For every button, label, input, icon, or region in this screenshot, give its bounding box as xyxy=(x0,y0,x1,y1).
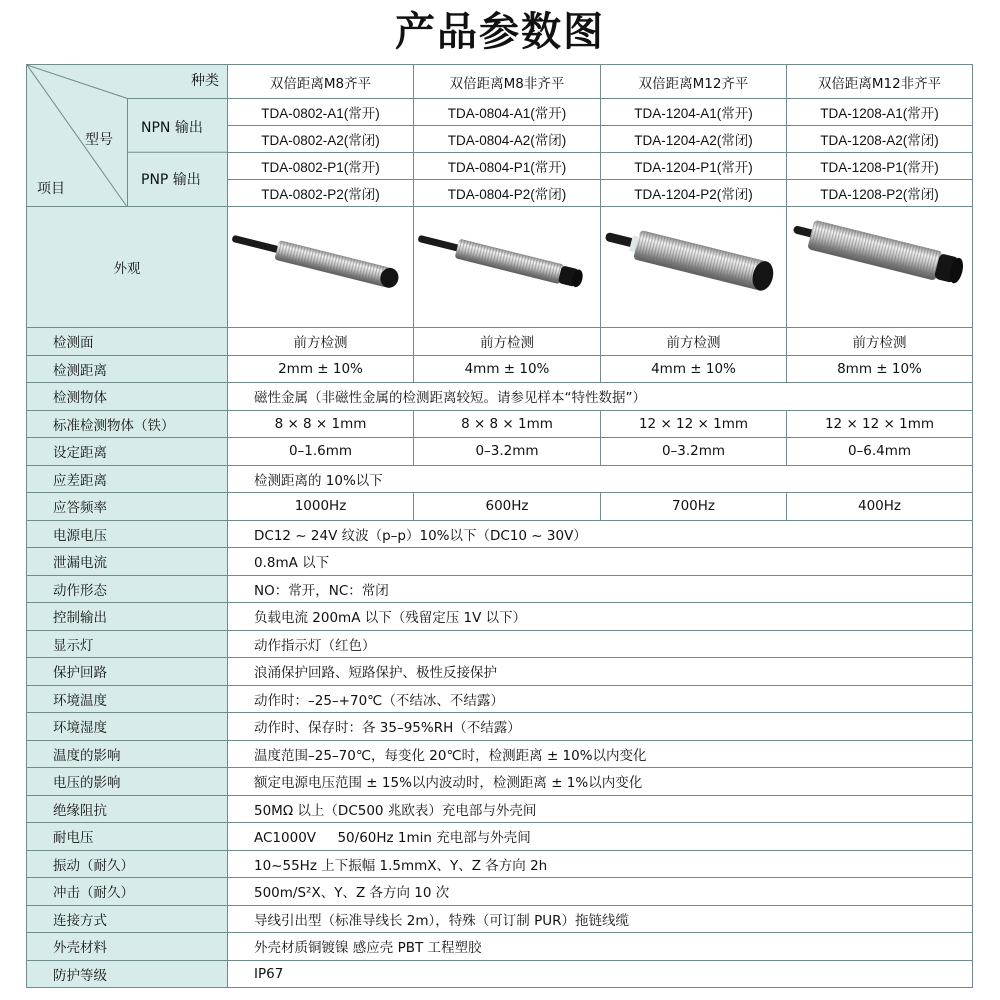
row-label: 温度的影响 xyxy=(27,740,228,768)
value-cell: 磁性金属（非磁性金属的检测距离较短。请参见样本“特性数据”） xyxy=(228,383,973,411)
row-label: 控制输出 xyxy=(27,603,228,631)
value-cell: 0–3.2mm xyxy=(601,438,787,466)
sensor-m12-flush-image xyxy=(601,207,787,327)
category-m12-nonflush: 双倍距离M12非齐平 xyxy=(787,65,973,99)
value-cell: 700Hz xyxy=(601,493,787,521)
row-label: 电压的影响 xyxy=(27,768,228,796)
value-cell: 导线引出型（标准导线长 2m），特殊（可订制 PUR）拖链线缆 xyxy=(228,905,973,933)
appearance-label: 外观 xyxy=(27,207,228,328)
value-cell: 0–1.6mm xyxy=(228,438,414,466)
sensor-m8-nonflush-image xyxy=(414,207,601,327)
row-label: 防护等级 xyxy=(27,960,228,988)
category-m8-nonflush: 双倍距离M8非齐平 xyxy=(414,65,601,99)
value-cell: 前方检测 xyxy=(228,328,414,356)
value-cell: DC12 ~ 24V 纹波（p–p）10%以下（DC10 ~ 30V） xyxy=(228,520,973,548)
row-label: 应差距离 xyxy=(27,465,228,493)
row-label: 保护回路 xyxy=(27,658,228,686)
sensor-photo-m12-nonflush xyxy=(787,207,973,328)
model-cell: TDA-1208-P1(常开) xyxy=(787,153,973,180)
value-cell: 0–3.2mm xyxy=(414,438,601,466)
value-cell: 前方检测 xyxy=(787,328,973,356)
row-label: 泄漏电流 xyxy=(27,548,228,576)
row-label: 检测距离 xyxy=(27,355,228,383)
value-cell: 10~55Hz 上下振幅 1.5mmX、Y、Z 各方向 2h xyxy=(228,850,973,878)
value-cell: 动作指示灯（红色） xyxy=(228,630,973,658)
value-cell: 检测距离的 10%以下 xyxy=(228,465,973,493)
value-cell: 8mm ± 10% xyxy=(787,355,973,383)
value-cell: 50MΩ 以上（DC500 兆欧表）充电部与外壳间 xyxy=(228,795,973,823)
model-cell: TDA-1204-A1(常开) xyxy=(601,99,787,126)
value-cell: 500m/S²X、Y、Z 各方向 10 次 xyxy=(228,878,973,906)
model-cell: TDA-1204-P1(常开) xyxy=(601,153,787,180)
value-cell: 动作时、保存时：各 35–95%RH（不结露） xyxy=(228,713,973,741)
value-cell: 0.8mA 以下 xyxy=(228,548,973,576)
row-label: 标准检测物体（铁） xyxy=(27,410,228,438)
model-cell: TDA-0804-A2(常闭) xyxy=(414,126,601,153)
sensor-photo-m8-flush xyxy=(228,207,414,328)
model-cell: TDA-1204-A2(常闭) xyxy=(601,126,787,153)
type-label: 种类 xyxy=(191,73,219,89)
row-label: 冲击（耐久） xyxy=(27,878,228,906)
model-cell: TDA-0804-P2(常闭) xyxy=(414,180,601,207)
category-m12-flush: 双倍距离M12齐平 xyxy=(601,65,787,99)
value-cell: 4mm ± 10% xyxy=(414,355,601,383)
value-cell: 动作时：–25–+70℃（不结冰、不结露） xyxy=(228,685,973,713)
value-cell: 0–6.4mm xyxy=(787,438,973,466)
row-label: 耐电压 xyxy=(27,823,228,851)
row-label: 外壳材料 xyxy=(27,933,228,961)
model-cell: TDA-1204-P2(常闭) xyxy=(601,180,787,207)
row-label: 振动（耐久） xyxy=(27,850,228,878)
row-label: 动作形态 xyxy=(27,575,228,603)
sensor-photo-m12-flush xyxy=(601,207,787,328)
value-cell: NO：常开，NC：常闭 xyxy=(228,575,973,603)
item-label: 项目 xyxy=(37,181,65,197)
row-label: 连接方式 xyxy=(27,905,228,933)
value-cell: 2mm ± 10% xyxy=(228,355,414,383)
row-label: 环境温度 xyxy=(27,685,228,713)
row-label: 电源电压 xyxy=(27,520,228,548)
row-label: 检测物体 xyxy=(27,383,228,411)
page-title: 产品参数图 xyxy=(395,9,605,55)
model-cell: TDA-0804-P1(常开) xyxy=(414,153,601,180)
model-cell: TDA-0804-A1(常开) xyxy=(414,99,601,126)
row-label: 显示灯 xyxy=(27,630,228,658)
npn-output-label: NPN 输出 xyxy=(141,120,203,136)
value-cell: 额定电源电压范围 ± 15%以内波动时，检测距离 ± 1%以内变化 xyxy=(228,768,973,796)
value-cell: IP67 xyxy=(228,960,973,988)
category-m8-flush: 双倍距离M8齐平 xyxy=(228,65,414,99)
value-cell: 8 × 8 × 1mm xyxy=(414,410,601,438)
value-cell: 600Hz xyxy=(414,493,601,521)
pnp-output-label: PNP 输出 xyxy=(141,172,201,188)
sensor-photo-m8-nonflush xyxy=(414,207,601,328)
row-label: 检测面 xyxy=(27,328,228,356)
value-cell: 1000Hz xyxy=(228,493,414,521)
value-cell: 负载电流 200mA 以下（残留定压 1V 以下） xyxy=(228,603,973,631)
model-cell: TDA-0802-P1(常开) xyxy=(228,153,414,180)
model-cell: TDA-1208-A1(常开) xyxy=(787,99,973,126)
model-cell: TDA-0802-P2(常闭) xyxy=(228,180,414,207)
model-cell: TDA-0802-A2(常闭) xyxy=(228,126,414,153)
row-label: 绝缘阻抗 xyxy=(27,795,228,823)
value-cell: 浪涌保护回路、短路保护、极性反接保护 xyxy=(228,658,973,686)
value-cell: 温度范围–25–70℃，每变化 20℃时，检测距离 ± 10%以内变化 xyxy=(228,740,973,768)
row-label: 应答频率 xyxy=(27,493,228,521)
spec-table xyxy=(26,64,973,988)
model-cell: TDA-1208-P2(常闭) xyxy=(787,180,973,207)
value-cell: 外壳材质铜镀镍 感应壳 PBT 工程塑胶 xyxy=(228,933,973,961)
value-cell: AC1000V 50/60Hz 1min 充电部与外壳间 xyxy=(228,823,973,851)
value-cell: 4mm ± 10% xyxy=(601,355,787,383)
row-label: 设定距离 xyxy=(27,438,228,466)
value-cell: 前方检测 xyxy=(601,328,787,356)
header-corner-cell xyxy=(27,65,228,207)
row-label: 环境湿度 xyxy=(27,713,228,741)
value-cell: 前方检测 xyxy=(414,328,601,356)
sensor-m8-flush-image xyxy=(228,207,414,327)
value-cell: 400Hz xyxy=(787,493,973,521)
model-cell: TDA-0802-A1(常开) xyxy=(228,99,414,126)
value-cell: 12 × 12 × 1mm xyxy=(787,410,973,438)
value-cell: 8 × 8 × 1mm xyxy=(228,410,414,438)
value-cell: 12 × 12 × 1mm xyxy=(601,410,787,438)
sensor-m12-nonflush-image xyxy=(787,207,973,327)
model-label: 型号 xyxy=(85,132,113,148)
model-cell: TDA-1208-A2(常闭) xyxy=(787,126,973,153)
